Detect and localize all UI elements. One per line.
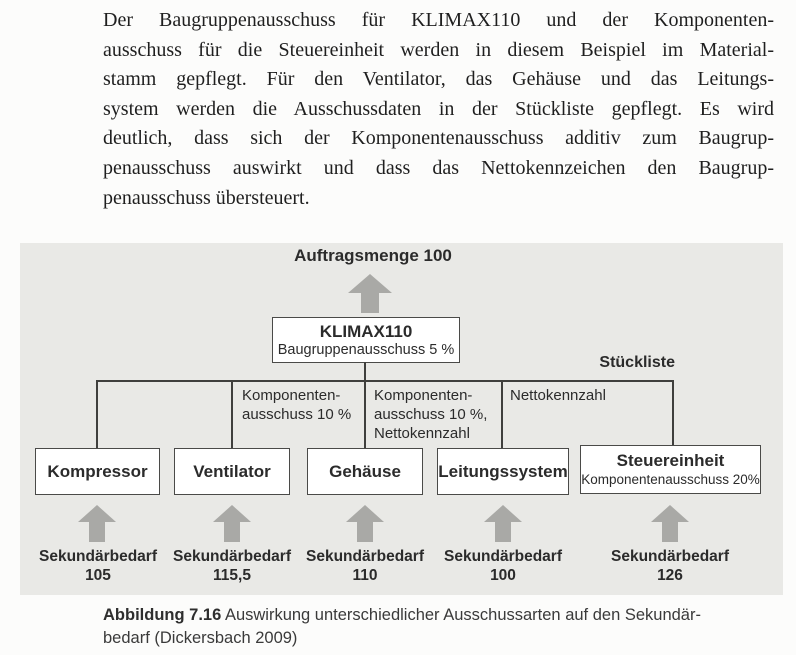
arrow-stem (224, 522, 240, 542)
paragraph-line: penausschuss auswirkt und dass das Nettokennzeichen den Baugrup- (103, 156, 774, 179)
node-steuereinheit (580, 445, 761, 494)
demand-label-gehaeuse (285, 547, 445, 585)
arrow-head (213, 505, 251, 522)
node-title: Gehäuse (329, 461, 401, 481)
node-title: Ventilator (193, 461, 271, 481)
demand-value: 105 (85, 567, 111, 584)
node-title: KLIMAX110 (319, 321, 413, 341)
branch-label-ventilator (242, 386, 351, 424)
demand-word: Sekundärbedarf (443, 548, 562, 565)
paragraph-line: system werden die Ausschussdaten in der Stückliste gepflegt. Es wird (103, 97, 774, 120)
arrow-head (348, 274, 392, 293)
connector-line (96, 380, 98, 448)
caption-line (103, 604, 793, 627)
arrow-stem (89, 522, 105, 542)
arrow-head (651, 505, 689, 522)
node-title: Kompressor (47, 461, 148, 481)
demand-word: Sekundärbedarf (38, 548, 157, 565)
paragraph-line: Der Baugruppenausschuss für KLIMAX110 und der Komponenten- (103, 9, 774, 31)
node-title: Steuereinheit (616, 451, 725, 470)
node-kompressor (35, 448, 160, 495)
intro-paragraph (103, 6, 774, 213)
connector-line (96, 380, 674, 382)
branch-label-line: Komponenten- (242, 387, 341, 404)
up-arrow-icon (348, 274, 392, 313)
branch-label-line: Komponenten- (374, 387, 473, 404)
up-arrow-icon (213, 505, 251, 542)
demand-value: 100 (490, 567, 516, 584)
arrow-head (346, 505, 384, 522)
connector-line (501, 380, 503, 448)
arrow-stem (495, 522, 511, 542)
up-arrow-icon (346, 505, 384, 542)
node-leitungssystem (437, 448, 569, 495)
node-subtitle: Baugruppenausschuss 5 % (277, 341, 455, 358)
arrow-head (78, 505, 116, 522)
demand-word: Sekundärbedarf (610, 548, 729, 565)
branch-label-leitungssystem (510, 386, 606, 405)
branch-label-line: ausschuss 10 %, (374, 406, 488, 423)
arrow-stem (662, 522, 678, 542)
node-ventilator (174, 448, 290, 495)
branch-label-line: Nettokennzahl (510, 387, 606, 404)
connector-line (231, 380, 233, 448)
up-arrow-icon (78, 505, 116, 542)
node-klimax110 (272, 317, 460, 363)
caption-number: Abbildung 7.16 (103, 606, 222, 624)
paragraph-line: deutlich, dass sich der Komponentenausschuss additiv zum Baugrup- (103, 127, 774, 150)
node-title: Leitungssystem (438, 461, 568, 481)
arrow-head (484, 505, 522, 522)
demand-label-leitungssystem (423, 547, 583, 585)
connector-line (672, 380, 674, 446)
paragraph-line: ausschuss für die Steuereinheit werden in diesem Beispiel im Material- (103, 38, 774, 61)
demand-value: 115,5 (213, 567, 251, 584)
paragraph-line: stamm gepflegt. Für den Ventilator, das Gehäuse und das Leitungs- (103, 68, 774, 91)
branch-label-gehaeuse (374, 386, 487, 443)
arrow-stem (357, 522, 373, 542)
demand-label-steuereinheit (590, 547, 750, 585)
bom-label: Stückliste (599, 354, 675, 371)
caption-text: Auswirkung unterschiedlicher Ausschussarten auf den Sekundär- (221, 606, 701, 624)
up-arrow-icon (651, 505, 689, 542)
arrow-stem (361, 293, 379, 313)
order-quantity-label: Auftragsmenge 100 (294, 246, 452, 265)
node-gehaeuse (307, 448, 423, 495)
connector-line (364, 362, 366, 380)
demand-value: 110 (352, 567, 378, 584)
branch-label-line: ausschuss 10 % (242, 406, 352, 423)
caption-line: bedarf (Dickersbach 2009) (103, 629, 298, 647)
demand-word: Sekundärbedarf (305, 548, 424, 565)
connector-line (364, 380, 366, 448)
up-arrow-icon (484, 505, 522, 542)
branch-label-line: Nettokennzahl (374, 425, 470, 442)
figure-diagram (20, 243, 783, 595)
node-subtitle: Komponentenausschuss 20% (581, 472, 760, 487)
paragraph-line: penausschuss übersteuert. (103, 186, 310, 209)
demand-word: Sekundärbedarf (172, 548, 291, 565)
figure-caption (103, 604, 793, 650)
demand-value: 126 (657, 567, 683, 584)
